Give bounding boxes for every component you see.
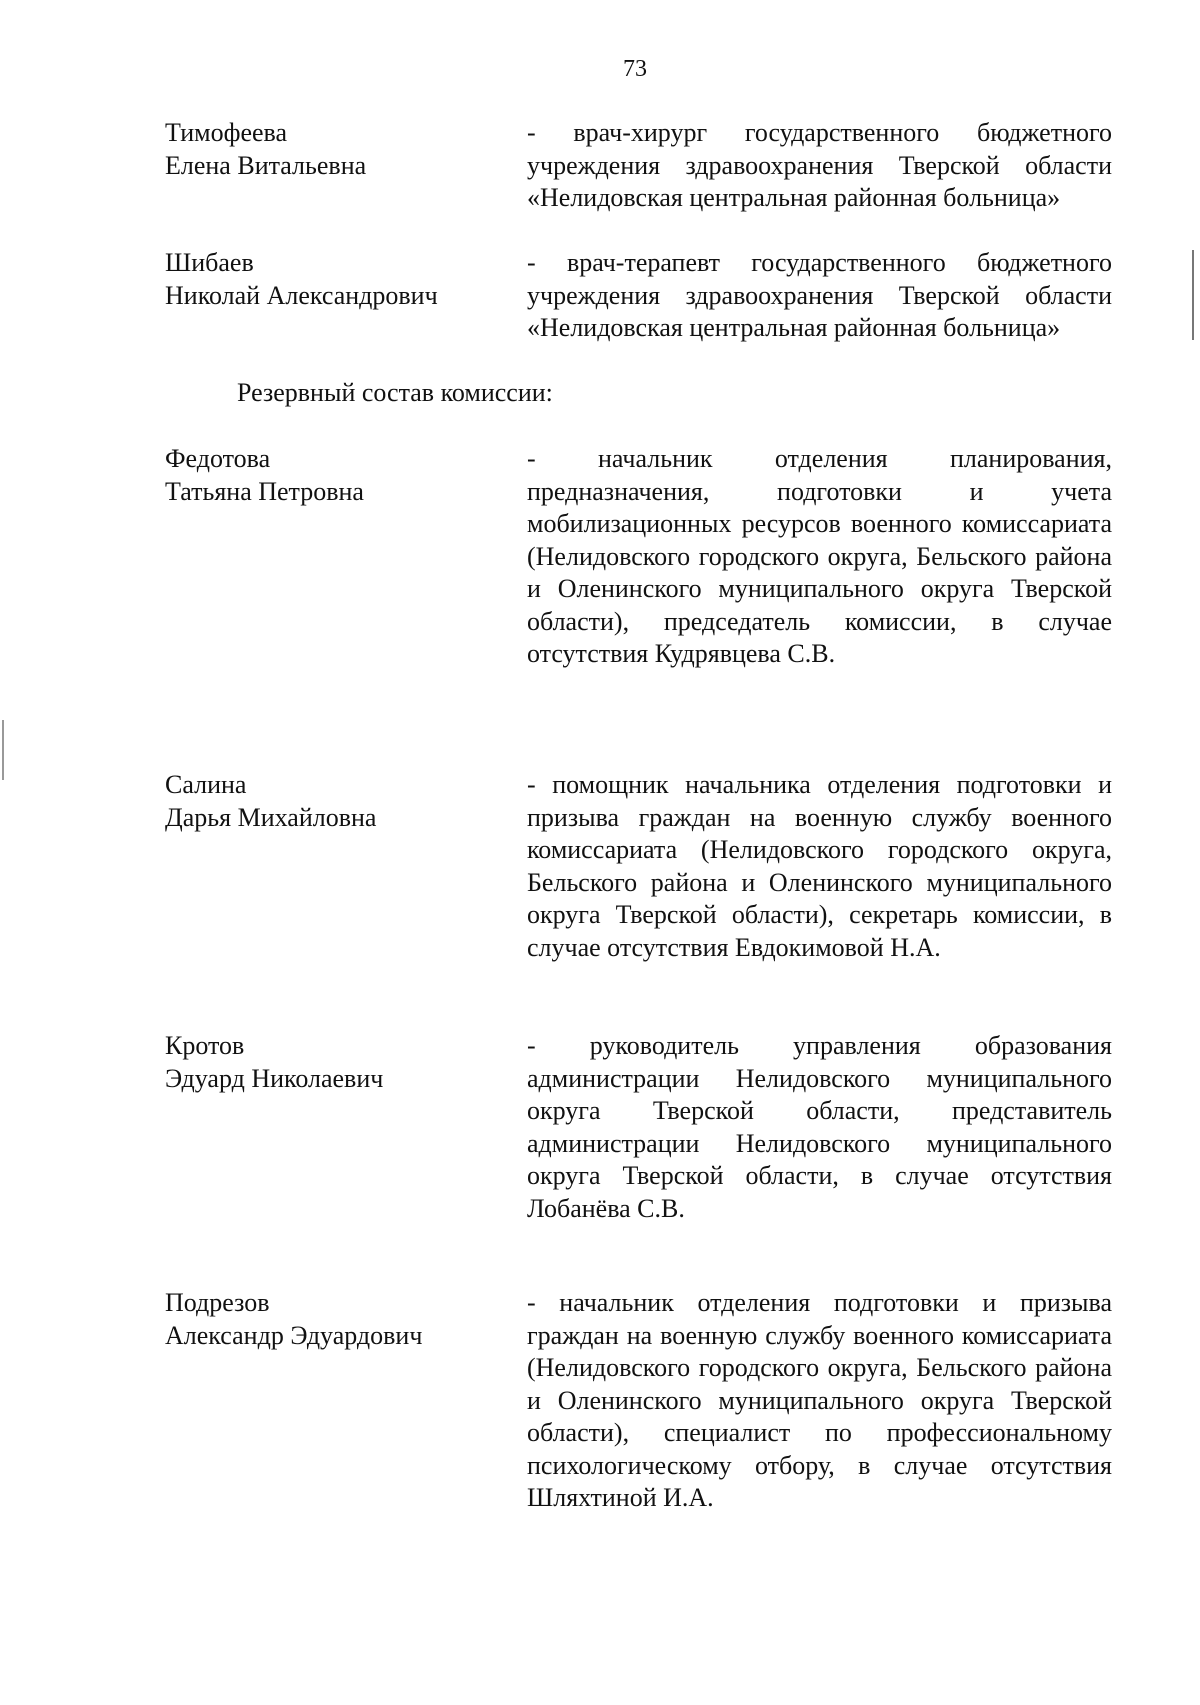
member-name — [165, 769, 485, 834]
member-surname: Кротов — [165, 1031, 245, 1060]
member-name — [165, 1030, 485, 1095]
member-position: - начальник отделения подготовки и призыва граждан на военную службу военного комиссариата (Нелидовского городского округа, Бельского района и Оленинского муниципального округа Тверской области), специалист по профессиональному психологическому отбору, в случае отсутствия Шляхтиной И.А. — [527, 1288, 1112, 1512]
page-number: 73 — [623, 56, 647, 82]
member-given-names: Дарья Михайловна — [165, 802, 377, 832]
member-surname: Шибаев — [165, 248, 254, 277]
member-position: - начальник отделения планирования, предназначения, подготовки и учета мобилизационных ресурсов военного комиссариата (Нелидовского городского округа, Бельского района и Оленинского муниципального округа Тверской области), председатель комиссии, в случае отсутствия Кудрявцева С.В. — [527, 444, 1112, 668]
scan-edge-mark — [1192, 250, 1194, 340]
member-position: - руководитель управления образования администрации Нелидовского муниципального округа Тверской области, представитель администрации Нелидовского муниципального округа Тверской области, в случае отсутствия Лобанёва С.В. — [527, 1031, 1112, 1223]
member-surname: Подрезов — [165, 1288, 270, 1317]
member-given-names: Эдуард Николаевич — [165, 1063, 384, 1093]
scan-edge-mark — [2, 720, 4, 780]
member-name — [165, 443, 485, 508]
member-name — [165, 247, 485, 312]
member-surname: Тимофеева — [165, 118, 288, 147]
member-position: - помощник начальника отделения подготовки и призыва граждан на военную службу военного комиссариата (Нелидовского городского округа, Бельского района и Оленинского муниципального округа Тверской области), секретарь комиссии, в случае отсутствия Евдокимовой Н.А. — [527, 770, 1112, 962]
member-name — [165, 117, 485, 182]
member-name — [165, 1287, 485, 1352]
member-surname: Федотова — [165, 444, 271, 473]
member-given-names: Елена Витальевна — [165, 150, 367, 180]
member-position: - врач-хирург государственного бюджетного учреждения здравоохранения Тверской области «Нелидовская центральная районная больница» — [527, 118, 1112, 212]
member-given-names: Александр Эдуардович — [165, 1320, 423, 1350]
member-position: - врач-терапевт государственного бюджетного учреждения здравоохранения Тверской области «Нелидовская центральная районная больница» — [527, 248, 1112, 342]
member-given-names: Николай Александрович — [165, 280, 438, 310]
reserve-section-heading: Резервный состав комиссии: — [237, 378, 553, 407]
member-surname: Салина — [165, 770, 247, 799]
member-given-names: Татьяна Петровна — [165, 476, 364, 506]
